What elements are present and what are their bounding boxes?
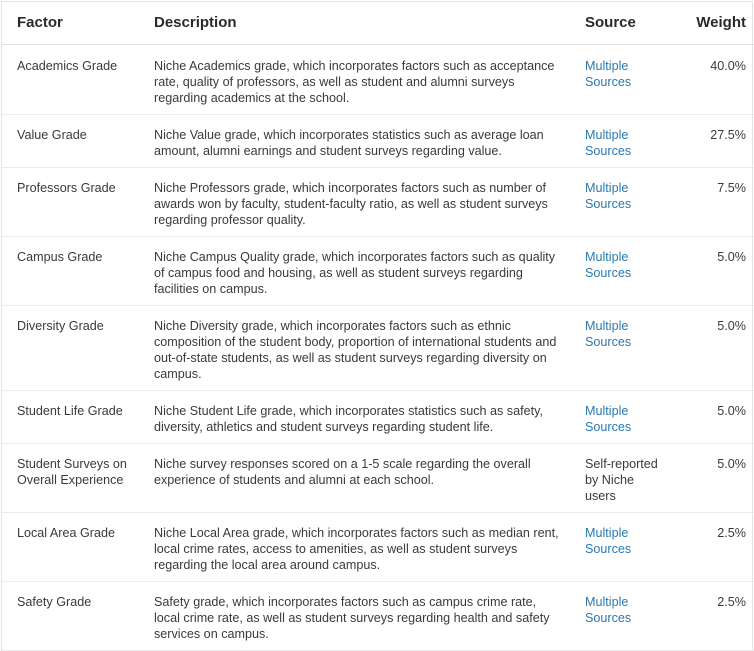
weight-cell: 27.5% xyxy=(667,114,754,167)
table-row xyxy=(2,390,754,443)
source-link[interactable]: Multiple Sources xyxy=(585,180,632,211)
table-row xyxy=(2,443,754,512)
factor-cell: Professors Grade xyxy=(2,167,139,236)
table-row xyxy=(2,114,754,167)
header-source: Source xyxy=(570,2,667,44)
factor-cell: Campus Grade xyxy=(2,236,139,305)
source-cell xyxy=(570,167,667,236)
table-row xyxy=(2,305,754,390)
table-row xyxy=(2,581,754,650)
description-cell: Niche Professors grade, which incorporates factors such as number of awards won by faculty, student-faculty ratio, as well as student surveys regarding professor quality. xyxy=(139,167,570,236)
weight-cell: 40.0% xyxy=(667,44,754,114)
source-cell xyxy=(570,390,667,443)
description-cell: Niche Student Life grade, which incorporates statistics such as safety, diversity, athletics and student surveys regarding student life. xyxy=(139,390,570,443)
source-cell xyxy=(570,114,667,167)
source-cell xyxy=(570,581,667,650)
weight-cell: 2.5% xyxy=(667,512,754,581)
weight-cell: 5.0% xyxy=(667,305,754,390)
factor-cell: Local Area Grade xyxy=(2,512,139,581)
header-weight: Weight xyxy=(667,2,754,44)
source-link[interactable]: Multiple Sources xyxy=(585,525,632,556)
source-link[interactable]: Multiple Sources xyxy=(585,594,632,625)
ranking-factors-table xyxy=(2,2,754,651)
description-cell: Safety grade, which incorporates factors such as campus crime rate, local crime rate, as well as student surveys regarding health and safety services on campus. xyxy=(139,581,570,650)
header-description: Description xyxy=(139,2,570,44)
description-cell: Niche Academics grade, which incorporates factors such as acceptance rate, quality of professors, as well as student and alumni surveys regarding academics at the school. xyxy=(139,44,570,114)
source-text: Self-reported by Niche users xyxy=(585,456,658,503)
source-cell xyxy=(570,512,667,581)
factor-cell: Student Surveys on Overall Experience xyxy=(2,443,139,512)
weight-cell: 7.5% xyxy=(667,167,754,236)
source-link[interactable]: Multiple Sources xyxy=(585,403,632,434)
factor-cell: Diversity Grade xyxy=(2,305,139,390)
source-link[interactable]: Multiple Sources xyxy=(585,318,632,349)
description-cell: Niche Campus Quality grade, which incorporates factors such as quality of campus food and housing, as well as student surveys regarding facilities on campus. xyxy=(139,236,570,305)
source-cell xyxy=(570,443,667,512)
table-row xyxy=(2,512,754,581)
table-row xyxy=(2,167,754,236)
header-row xyxy=(2,2,754,44)
source-link[interactable]: Multiple Sources xyxy=(585,249,632,280)
source-link[interactable]: Multiple Sources xyxy=(585,127,632,158)
weight-cell: 5.0% xyxy=(667,236,754,305)
factor-cell: Safety Grade xyxy=(2,581,139,650)
source-link[interactable]: Multiple Sources xyxy=(585,58,632,89)
table-body xyxy=(2,44,754,650)
description-cell: Niche Diversity grade, which incorporates factors such as ethnic composition of the student body, proportion of international students and out-of-state students, as well as student surveys regarding diversity on campus. xyxy=(139,305,570,390)
weight-cell: 5.0% xyxy=(667,443,754,512)
weight-cell: 5.0% xyxy=(667,390,754,443)
source-cell xyxy=(570,305,667,390)
factor-cell: Value Grade xyxy=(2,114,139,167)
header-factor: Factor xyxy=(2,2,139,44)
factor-cell: Academics Grade xyxy=(2,44,139,114)
weight-cell: 2.5% xyxy=(667,581,754,650)
source-cell xyxy=(570,236,667,305)
description-cell: Niche Value grade, which incorporates statistics such as average loan amount, alumni earnings and student surveys regarding value. xyxy=(139,114,570,167)
table-header xyxy=(2,2,754,44)
factor-cell: Student Life Grade xyxy=(2,390,139,443)
description-cell: Niche Local Area grade, which incorporates factors such as median rent, local crime rates, access to amenities, as well as student surveys regarding the local area around campus. xyxy=(139,512,570,581)
description-cell: Niche survey responses scored on a 1-5 scale regarding the overall experience of students and alumni at each school. xyxy=(139,443,570,512)
ranking-factors-table-container xyxy=(1,1,753,651)
table-row xyxy=(2,236,754,305)
table-row xyxy=(2,44,754,114)
source-cell xyxy=(570,44,667,114)
